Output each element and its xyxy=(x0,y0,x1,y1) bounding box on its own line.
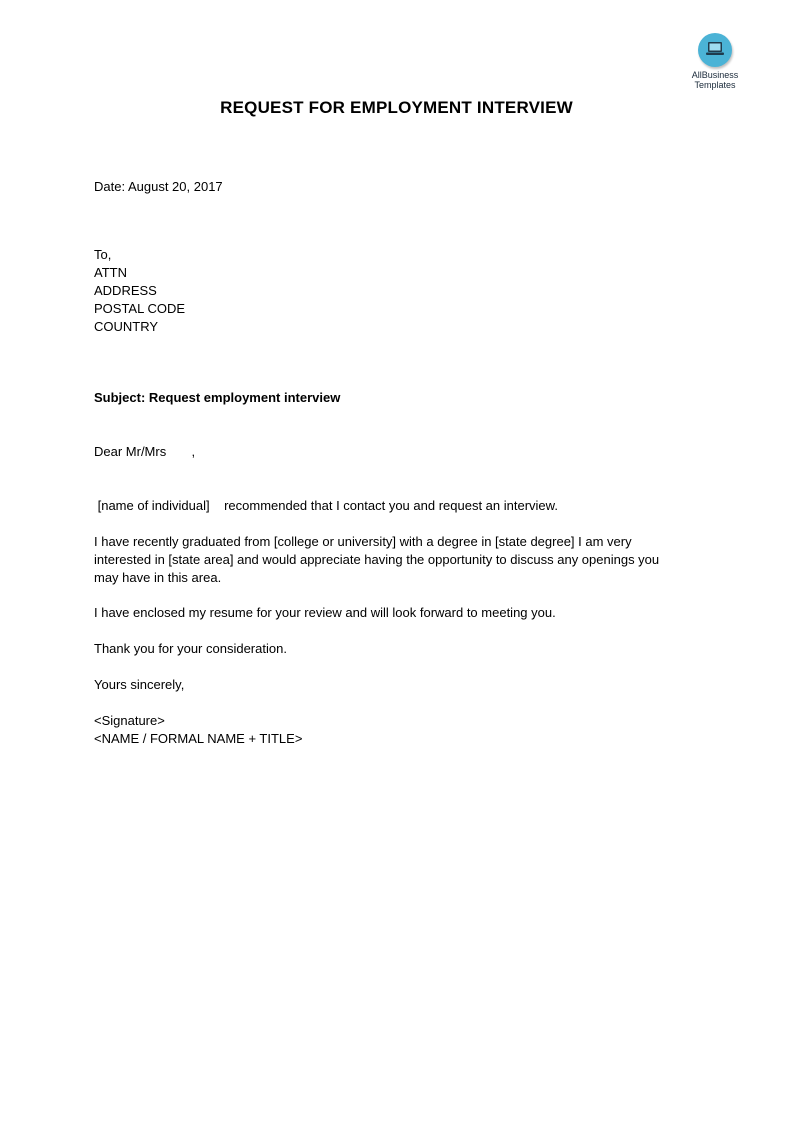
closing: Yours sincerely, xyxy=(94,677,185,692)
address-line-attn: ATTN xyxy=(94,265,127,280)
paragraph-text: I have enclosed my resume for your review and will look forward to meeting you. xyxy=(94,605,556,620)
address-line-address: ADDRESS xyxy=(94,283,157,298)
laptop-icon xyxy=(698,33,732,67)
body-paragraph-2 xyxy=(94,533,686,587)
brand-logo xyxy=(683,33,747,90)
address-line-country: COUNTRY xyxy=(94,319,159,334)
logo-text xyxy=(683,70,747,90)
paragraph-text: I have recently graduated from [college or university] with a degree in [state degree] I am very interested in [state area] and would appreciate having the opportunity to discuss any openings you may have in this area. xyxy=(94,534,660,585)
body-paragraph-1 xyxy=(94,497,694,515)
salutation: Dear Mr/Mrs , xyxy=(94,444,196,459)
salutation-block xyxy=(94,443,694,461)
address-line-to: To, xyxy=(94,247,112,262)
subject-line: Subject: Request employment interview xyxy=(94,390,341,405)
address-line-postal-code: POSTAL CODE xyxy=(94,301,186,316)
logo-line-1: AllBusiness xyxy=(691,70,739,80)
closing-block xyxy=(94,676,694,694)
logo-line-2: Templates xyxy=(694,80,736,90)
body-paragraph-3 xyxy=(94,604,694,622)
signature-block xyxy=(94,712,694,748)
date-line xyxy=(94,178,694,196)
signature-placeholder: <Signature> xyxy=(94,713,165,728)
name-title-placeholder: <NAME / FORMAL NAME + TITLE> xyxy=(94,731,303,746)
paragraph-text: [name of individual] recommended that I contact you and request an interview. xyxy=(94,498,558,513)
document-title: REQUEST FOR EMPLOYMENT INTERVIEW xyxy=(220,98,573,117)
recipient-address xyxy=(94,246,694,336)
body-paragraph-4 xyxy=(94,640,694,658)
date-text: Date: August 20, 2017 xyxy=(94,179,223,194)
subject-block xyxy=(94,389,694,407)
paragraph-text: Thank you for your consideration. xyxy=(94,641,287,656)
